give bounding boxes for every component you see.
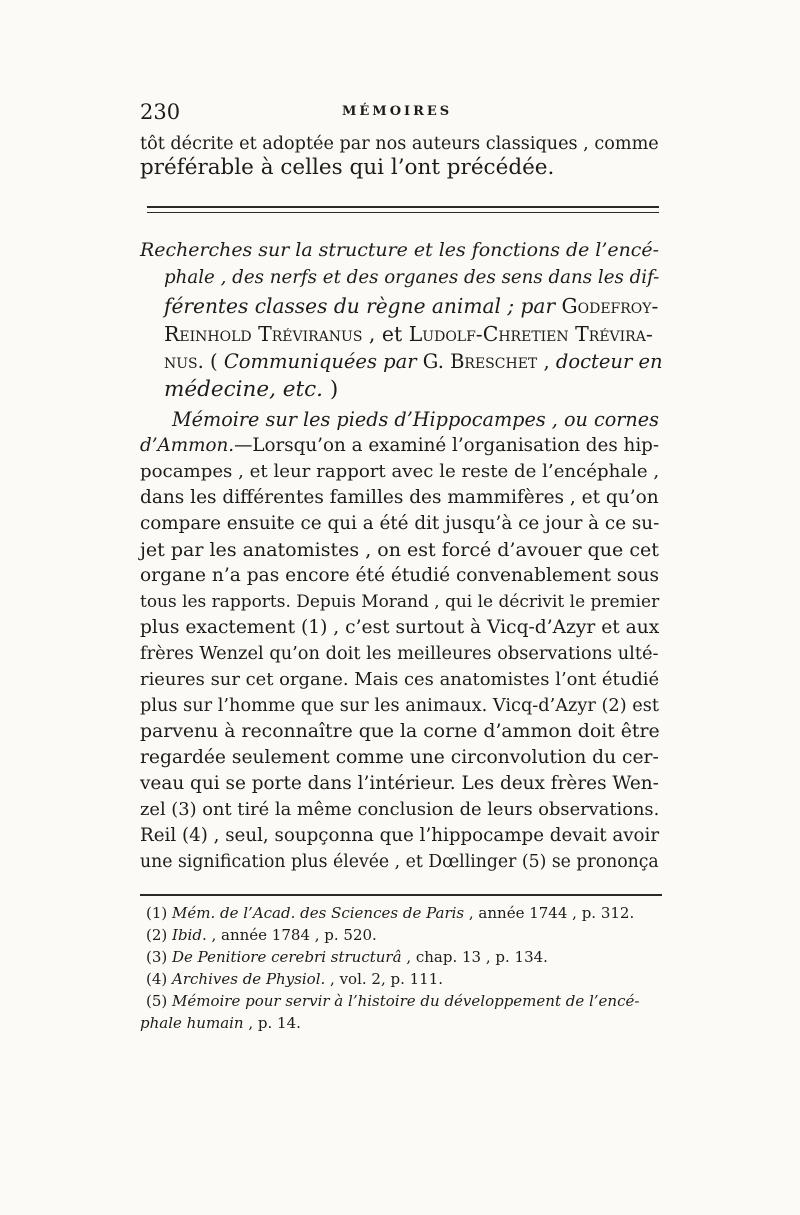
footnote-3: (3) De Penitiore cerebri structurâ , chap. 13 , p. 134. bbox=[146, 948, 548, 966]
running-head bbox=[140, 100, 662, 124]
memoir-line: jet par les anatomistes , on est forcé d’avouer que cet bbox=[140, 539, 659, 561]
memoir-line: parvenu à reconnaître que la corne d’ammon doit être bbox=[140, 721, 660, 742]
notice-line: phale , des nerfs et des organes des sens dans les dif- bbox=[164, 267, 660, 288]
memoir-title: Mémoire sur les pieds d’Hippocampes , ou cornes bbox=[172, 408, 659, 431]
notice-line: Recherches sur la structure et les fonctions de l’encé- bbox=[140, 239, 659, 261]
page-number: 230 bbox=[140, 100, 181, 124]
footnote-5-cont: phale humain , p. 14. bbox=[140, 1014, 301, 1032]
notice-line: férentes classes du règne animal ; par Godefroy- bbox=[164, 294, 659, 318]
memoir-line: frères Wenzel qu’on doit les meilleures observations ulté- bbox=[140, 643, 659, 664]
memoir-line: zel (3) ont tiré la même conclusion de leurs observations. bbox=[140, 799, 660, 820]
footnote-2: (2) Ibid. , année 1784 , p. 520. bbox=[146, 926, 377, 944]
memoir-line: d’Ammon.—Lorsqu’on a examiné l’organisation des hip- bbox=[140, 435, 660, 456]
notice-line: nus. ( Communiquées par G. Breschet , docteur en bbox=[164, 350, 663, 373]
footnote-divider bbox=[140, 894, 662, 896]
memoir-line: Reil (4) , seul, soupçonna que l’hippocampe devait avoir bbox=[140, 825, 660, 846]
memoir-line: organe n’a pas encore été étudié convenablement sous bbox=[140, 565, 660, 586]
memoir-line: tous les rapports. Depuis Morand , qui le décrivit le premier bbox=[140, 592, 660, 612]
memoir-line: dans les différentes familles des mammifères , et qu’on bbox=[140, 487, 659, 508]
memoir-line: compare ensuite ce qui a été dit jusqu’à ce jour à ce su- bbox=[140, 513, 660, 534]
memoir-line: plus sur l’homme que sur les animaux. Vicq-d’Azyr (2) est bbox=[140, 696, 659, 716]
memoir-line: plus exactement (1) , c’est surtout à Vicq-d’Azyr et aux bbox=[140, 617, 660, 638]
section-divider bbox=[147, 206, 659, 215]
memoir-line: rieures sur cet organe. Mais ces anatomistes l’ont étudié bbox=[140, 669, 660, 690]
memoir-line: veau qui se porte dans l’intérieur. Les deux frères Wen- bbox=[140, 773, 659, 794]
footnote-1: (1) Mém. de l’Acad. des Sciences de Paris , année 1744 , p. 312. bbox=[146, 904, 635, 922]
footnote-4: (4) Archives de Physiol. , vol. 2, p. 111. bbox=[146, 970, 444, 988]
memoir-line: pocampes , et leur rapport avec le reste de l’encéphale , bbox=[140, 461, 660, 482]
continuation-line: préférable à celles qui l’ont précédée. bbox=[140, 155, 555, 180]
memoir-line: une signification plus élevée , et Dœllinger (5) se prononça bbox=[140, 852, 659, 872]
notice-line: médecine, etc. ) bbox=[164, 377, 339, 402]
footnote-5: (5) Mémoire pour servir à l’histoire du développement de l’encé- bbox=[146, 992, 640, 1010]
header-title: MÉMOIRES bbox=[342, 104, 453, 119]
memoir-line: regardée seulement comme une circonvolution du cer- bbox=[140, 747, 659, 768]
notice-line: Reinhold Tréviranus , et Ludolf-Chretien Trévira- bbox=[164, 322, 653, 346]
continuation-line: tôt décrite et adoptée par nos auteurs classiques , comme bbox=[140, 134, 659, 154]
